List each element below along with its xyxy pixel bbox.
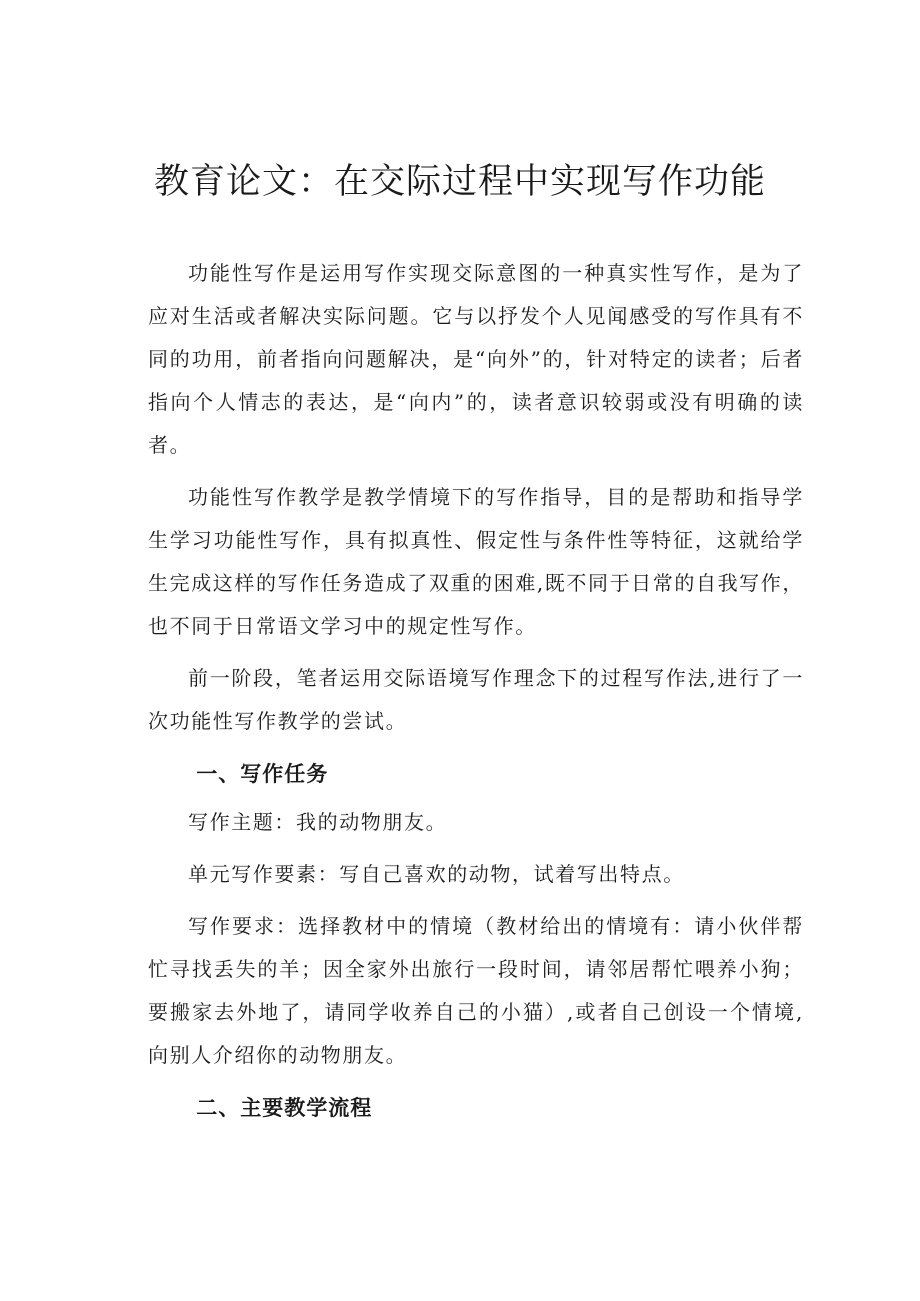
section-heading-teaching-process: 二、主要教学流程 — [196, 1096, 373, 1120]
paragraph-intro: 功能性写作是运用写作实现交际意图的一种真实性写作，是为了应对生活或者解决实际问题。它与以抒发个人见闻感受的写作具有不同的功用，前者指向问题解决，是“向外”的，针对特定的读者；后者指向个人情志的表达，是“向内”的，读者意识较弱或没有明确的读者。 — [148, 261, 804, 457]
article-body — [148, 252, 804, 1135]
paragraph-attempt: 前一阶段，笔者运用交际语境写作理念下的过程写作法,进行了一次功能性写作教学的尝试。 — [148, 666, 804, 733]
section-heading-writing-task: 一、写作任务 — [196, 762, 329, 786]
writing-element: 单元写作要素：写自己喜欢的动物，试着写出特点。 — [188, 862, 685, 886]
page-title: 教育论文：在交际过程中实现写作功能 — [153, 162, 766, 202]
writing-requirement: 写作要求：选择教材中的情境（教材给出的情境有：请小伙伴帮忙寻找丢失的羊；因全家外出旅行一段时间，请邻居帮忙喂养小狗；要搬家去外地了，请同学收养自己的小猫）,或者自己创设一个情境,向别人介绍你的动物朋友。 — [148, 914, 804, 1067]
writing-topic: 写作主题：我的动物朋友。 — [188, 810, 448, 834]
paragraph-teaching: 功能性写作教学是教学情境下的写作指导，目的是帮助和指导学生学习功能性写作，具有拟真性、假定性与条件性等特征，这就给学生完成这样的写作任务造成了双重的困难,既不同于日常的自我写作，也不同于日常语文学习中的规定性写作。 — [148, 485, 804, 638]
